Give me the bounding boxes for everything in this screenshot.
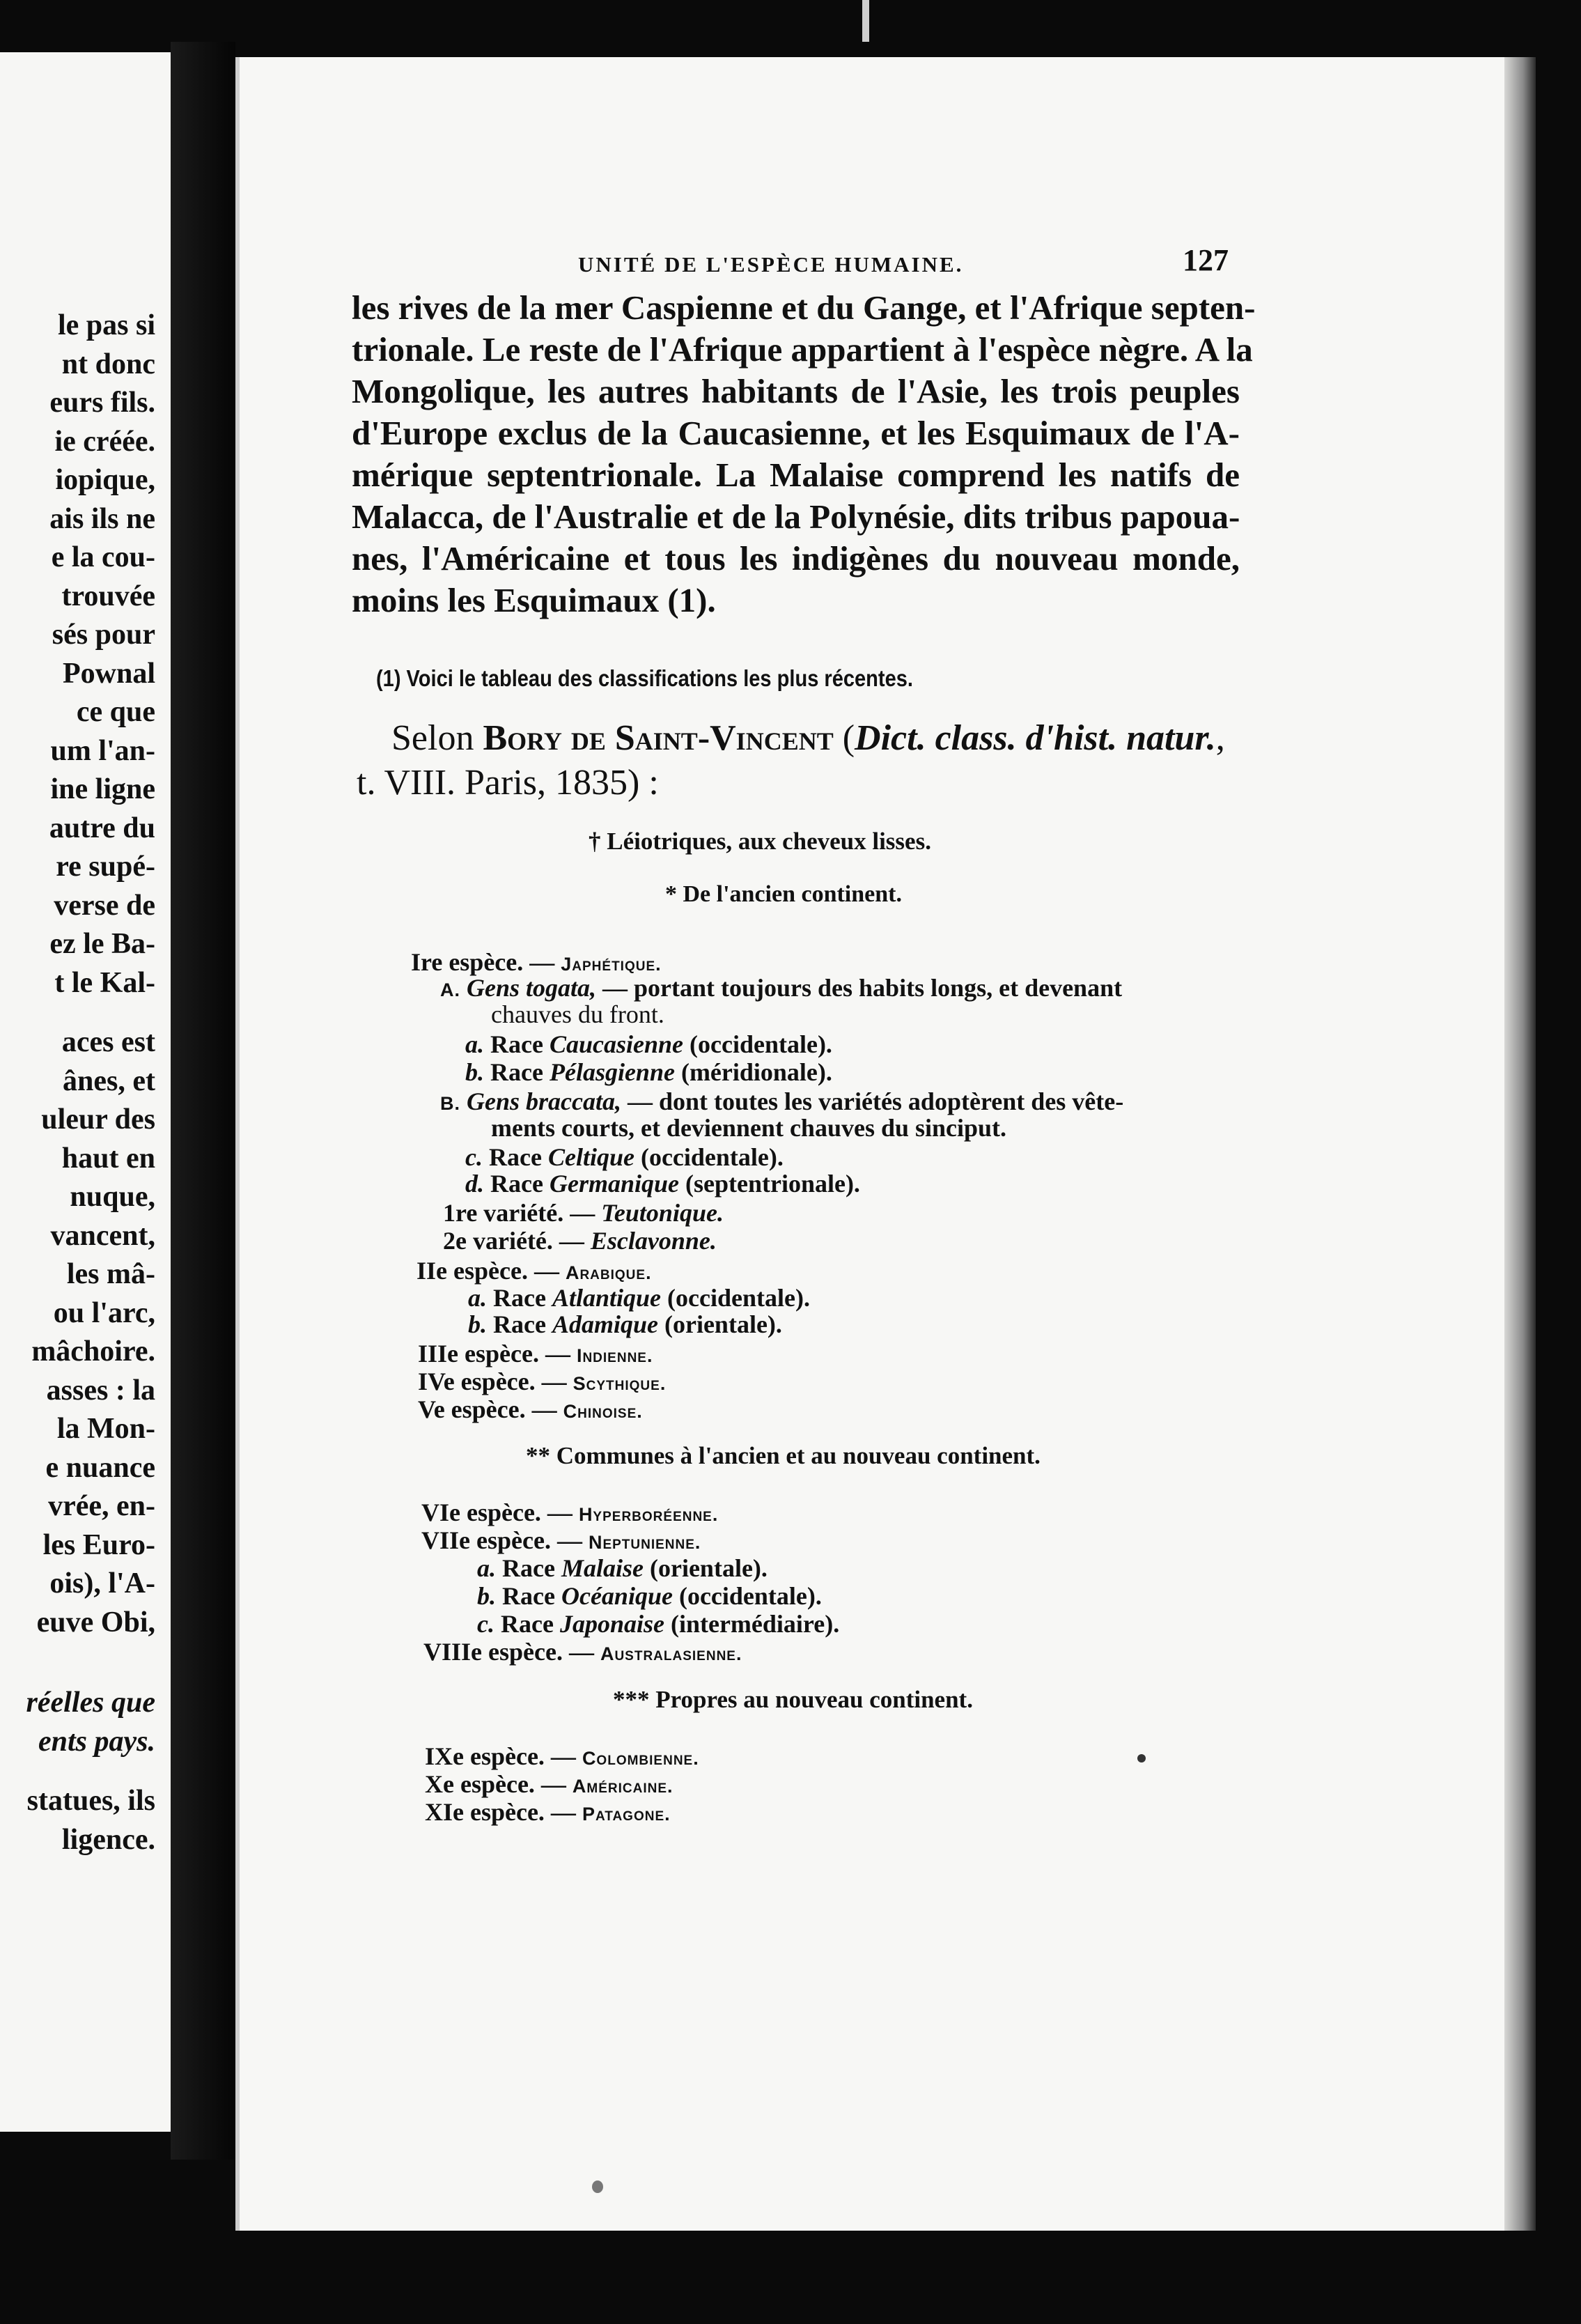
left-page-line: [26, 1761, 155, 1782]
left-page-line: ez le Ba-: [49, 928, 155, 960]
gens-a: [440, 973, 1122, 1002]
left-page-line: statues, ils: [26, 1785, 155, 1817]
left-page-text: [26, 307, 155, 1859]
race-b2-letter: b.: [468, 1310, 487, 1338]
left-page-line: ine ligne: [50, 773, 155, 805]
species-8: [423, 1637, 742, 1666]
gens-a-letter: A.: [440, 979, 460, 1000]
running-head: UNITÉ DE L'ESPÈCE HUMAINE.: [578, 252, 964, 277]
species-1-num: Ire espèce. —: [411, 948, 561, 976]
left-page-line: e la cou-: [51, 541, 155, 573]
species-1: [411, 947, 662, 977]
species-6: [421, 1498, 718, 1527]
left-page-line: mâchoire.: [31, 1335, 155, 1368]
left-page-line: asses : la: [46, 1374, 155, 1407]
race-b3: [477, 1581, 822, 1611]
species-7-num: VIIe espèce. —: [421, 1526, 589, 1554]
book-gutter: [171, 42, 235, 2160]
race-a-letter: a.: [465, 1030, 484, 1058]
sub1-heading: * De l'ancien continent.: [665, 881, 902, 907]
species-5: [418, 1395, 643, 1424]
left-page-line: t le Kal-: [54, 966, 155, 999]
left-page-line: la Mon-: [56, 1413, 155, 1445]
race-b-letter: b.: [465, 1058, 484, 1086]
variety-2-pre: 2e variété. —: [443, 1227, 591, 1255]
footnote-citation-line1: [391, 718, 1225, 759]
left-page-line: ais ils ne: [49, 502, 155, 535]
race-b3-pre: Race: [502, 1582, 561, 1610]
left-page-line: vancent,: [50, 1219, 155, 1252]
race-a3-pre: Race: [502, 1554, 561, 1582]
source-comma: ,: [1215, 718, 1225, 758]
left-page-line: [26, 1642, 155, 1663]
left-page-line: les Euro-: [42, 1528, 155, 1561]
species-8-name: Australasienne.: [600, 1643, 742, 1664]
selon-word: Selon: [391, 718, 474, 758]
race-a-name: Caucasienne: [549, 1030, 683, 1058]
left-page-line: eurs fils.: [49, 387, 155, 419]
species-1-name: Japhétique.: [561, 954, 662, 975]
species-10-name: Américaine.: [572, 1776, 673, 1797]
body-line: Malacca, de l'Australie et de la Polynésie, dits tribus papoua-: [352, 497, 1240, 536]
species-9-num: IXe espèce. —: [425, 1742, 582, 1770]
variety-1-name: Teutonique.: [601, 1199, 724, 1227]
gens-a-cont: chauves du front.: [491, 1000, 664, 1028]
left-page-line: Pownal: [62, 657, 155, 690]
species-3: [418, 1339, 653, 1368]
left-page-line: sés pour: [52, 619, 155, 651]
species-7: [421, 1526, 701, 1555]
species-11-num: XIe espèce. —: [425, 1798, 582, 1826]
species-5-name: Chinoise.: [563, 1401, 643, 1422]
left-page-line: trouvée: [61, 580, 155, 612]
race-b3-letter: b.: [477, 1582, 496, 1610]
gens-b: [440, 1087, 1123, 1116]
left-page-line: uleur des: [41, 1103, 155, 1136]
gens-b-cont: ments courts, et deviennent chauves du sinciput.: [491, 1114, 1007, 1142]
left-page-line: ents pays.: [38, 1725, 155, 1758]
author-name: Bory de Saint-Vincent: [483, 718, 834, 758]
species-3-name: Indienne.: [576, 1345, 653, 1366]
race-c-letter: c.: [465, 1143, 483, 1171]
race-a2-pre: Race: [493, 1284, 552, 1312]
ink-speck: [1137, 1754, 1146, 1763]
source-title: Dict. class. d'hist. natur.: [855, 718, 1216, 758]
body-line: mérique septentrionale. La Malaise comprend les natifs de: [352, 456, 1240, 494]
race-a: [465, 1030, 832, 1059]
left-page-line: ou l'arc,: [53, 1296, 155, 1329]
body-line: nes, l'Américaine et tous les indigènes du nouveau monde,: [352, 539, 1240, 578]
body-line: Mongolique, les autres habitants de l'Asie, les trois peuples: [352, 372, 1240, 410]
race-b2-pre: Race: [493, 1310, 552, 1338]
race-b2-post: (orientale).: [657, 1310, 782, 1338]
race-a3-post: (orientale).: [643, 1554, 768, 1582]
species-4-num: IVe espèce. —: [418, 1368, 573, 1395]
left-page-line: ce que: [76, 696, 155, 728]
group1-heading: † Léiotriques, aux cheveux lisses.: [589, 828, 931, 855]
footnote-intro: (1) Voici le tableau des classifications les plus récentes.: [376, 665, 913, 691]
species-2: [416, 1256, 652, 1285]
left-page-line: autre du: [49, 812, 155, 844]
species-11-name: Patagone.: [582, 1804, 671, 1825]
variety-1: [443, 1198, 724, 1227]
species-7-name: Neptunienne.: [588, 1532, 701, 1553]
page-edge: [1504, 57, 1536, 2231]
race-a3: [477, 1554, 768, 1583]
ink-speck: [592, 2180, 603, 2193]
left-page-line: ois), l'A-: [49, 1567, 155, 1599]
race-a2: [468, 1283, 810, 1312]
race-b-name: Pélasgienne: [549, 1058, 675, 1086]
page-number: 127: [1183, 243, 1229, 277]
species-2-name: Arabique.: [565, 1262, 652, 1283]
species-8-num: VIIIe espèce. —: [423, 1638, 600, 1666]
race-b2-name: Adamique: [552, 1310, 658, 1338]
left-page-line: les mâ-: [66, 1258, 155, 1290]
body-line: moins les Esquimaux (1).: [352, 581, 716, 619]
race-c-pre: Race: [488, 1143, 548, 1171]
left-page-line: re supé-: [56, 851, 155, 883]
race-b2: [468, 1310, 782, 1339]
race-b: [465, 1058, 832, 1087]
left-page-line: nuque,: [70, 1181, 155, 1213]
variety-2: [443, 1226, 717, 1255]
race-b-post: (méridionale).: [674, 1058, 832, 1086]
left-page-line: nt donc: [61, 348, 155, 380]
left-page-line: euve Obi,: [36, 1606, 155, 1639]
left-page-line: haut en: [61, 1142, 155, 1175]
race-d-pre: Race: [490, 1170, 550, 1198]
race-d-post: (septentrionale).: [678, 1170, 860, 1198]
race-d: [465, 1169, 860, 1198]
paren-open: (: [833, 718, 855, 758]
race-a-pre: Race: [490, 1030, 550, 1058]
race-b3-name: Océanique: [561, 1582, 673, 1610]
body-paragraph: [352, 287, 1256, 621]
race-c-name: Celtique: [547, 1143, 634, 1171]
left-page-line: aces est: [61, 1026, 155, 1058]
left-page-fragment: [0, 52, 171, 2132]
left-page-line: iopique,: [55, 464, 155, 496]
species-3-num: IIIe espèce. —: [418, 1340, 577, 1368]
variety-1-pre: 1re variété. —: [443, 1199, 602, 1227]
race-b3-post: (occidentale).: [672, 1582, 822, 1610]
race-b-pre: Race: [490, 1058, 550, 1086]
species-11: [425, 1797, 671, 1827]
left-page-line: le pas si: [57, 309, 155, 341]
left-page-line: ie créée.: [54, 425, 155, 458]
race-c3-letter: c.: [477, 1610, 494, 1638]
species-10-num: Xe espèce. —: [425, 1770, 573, 1798]
left-page-line: ligence.: [61, 1823, 155, 1856]
left-page-line: verse de: [54, 889, 155, 922]
species-9-name: Colombienne.: [582, 1748, 699, 1769]
gens-a-desc: — portant toujours des habits longs, et devenant: [596, 974, 1123, 1002]
race-c3: [477, 1609, 839, 1639]
left-page-line: [26, 1663, 155, 1684]
sub2-heading: ** Communes à l'ancien et au nouveau continent.: [526, 1442, 1041, 1469]
race-c-post: (occidentale).: [634, 1143, 784, 1171]
body-line: les rives de la mer Caspienne et du Gange, et l'Afrique septen-: [352, 288, 1256, 327]
race-d-name: Germanique: [549, 1170, 679, 1198]
race-c: [465, 1142, 784, 1172]
race-a2-post: (occidentale).: [661, 1284, 810, 1312]
race-c3-post: (intermédiaire).: [664, 1610, 840, 1638]
species-4: [418, 1367, 666, 1396]
footnote-citation-line2: t. VIII. Paris, 1835) :: [357, 763, 659, 803]
species-6-name: Hyperboréenne.: [578, 1504, 719, 1525]
race-a-post: (occidentale).: [683, 1030, 832, 1058]
body-line: d'Europe exclus de la Caucasienne, et les Esquimaux de l'A-: [352, 414, 1240, 452]
body-line: trionale. Le reste de l'Afrique appartient à l'espèce nègre. A la: [352, 330, 1253, 369]
species-2-num: IIe espèce. —: [416, 1257, 566, 1285]
race-c3-name: Japonaise: [559, 1610, 664, 1638]
scan-edge-mark: [862, 0, 869, 42]
race-a3-letter: a.: [477, 1554, 496, 1582]
left-page-line: e nuance: [45, 1451, 155, 1484]
left-page-line: ânes, et: [63, 1064, 155, 1097]
race-a2-letter: a.: [468, 1284, 487, 1312]
race-a3-name: Malaise: [561, 1554, 644, 1582]
gens-a-name: Gens togata,: [467, 974, 597, 1002]
species-9: [425, 1742, 699, 1771]
gens-b-name: Gens braccata,: [467, 1087, 621, 1115]
left-page-line: vrée, en-: [48, 1490, 155, 1522]
race-d-letter: d.: [465, 1170, 484, 1198]
variety-2-name: Esclavonne.: [590, 1227, 717, 1255]
gens-b-desc: — dont toutes les variétés adoptèrent des vête-: [621, 1087, 1124, 1115]
species-4-name: Scythique.: [573, 1373, 667, 1394]
species-10: [425, 1769, 673, 1799]
species-6-num: VIe espèce. —: [421, 1498, 579, 1526]
species-5-num: Ve espèce. —: [418, 1395, 563, 1423]
left-page-line: um l'an-: [50, 734, 155, 767]
left-page-line: réelles que: [26, 1687, 155, 1719]
gens-b-letter: B.: [440, 1093, 460, 1114]
race-a2-name: Atlantique: [552, 1284, 662, 1312]
left-page-line: [26, 1002, 155, 1023]
sub3-heading: *** Propres au nouveau continent.: [613, 1686, 973, 1713]
race-c3-pre: Race: [500, 1610, 560, 1638]
